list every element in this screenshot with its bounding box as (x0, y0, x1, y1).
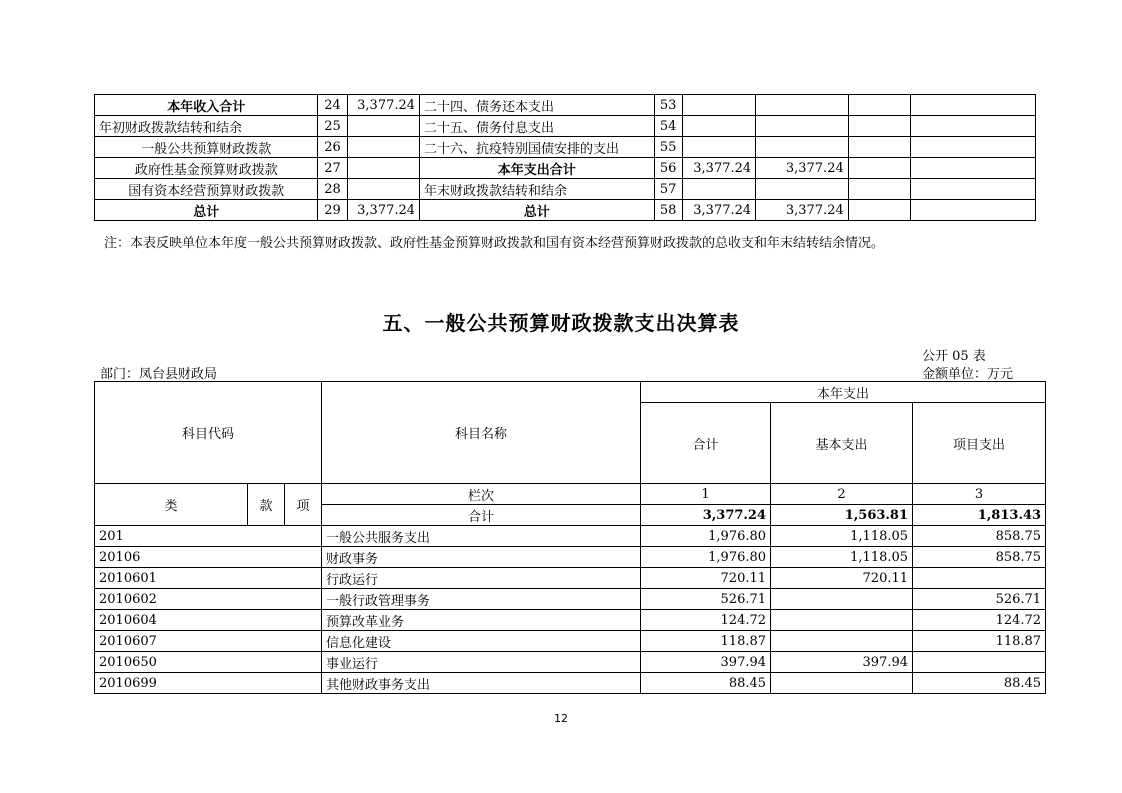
amount-basic (771, 673, 913, 694)
right-line-no: 57 (654, 179, 682, 200)
left-amount: 3,377.24 (347, 200, 419, 221)
amount-project (913, 568, 1046, 589)
header-subject-name: 科目名称 (322, 382, 641, 484)
right-total: 3,377.24 (682, 200, 755, 221)
left-line-no: 26 (318, 137, 347, 158)
left-amount (347, 158, 419, 179)
header-subject-code: 科目代码 (95, 382, 322, 484)
header-lei: 类 (95, 484, 248, 526)
table-note: 注：本表反映单位本年度一般公共预算财政拨款、政府性基金预算财政拨款和国有资本经营预算财政拨款的总收支和年末结转结余情况。 (104, 236, 885, 251)
right-col3 (848, 200, 910, 221)
left-line-no: 24 (318, 95, 347, 116)
left-line-no: 27 (318, 158, 347, 179)
total-basic: 1,563.81 (771, 505, 913, 526)
subject-code: 201 (95, 526, 322, 547)
expense-table-header (95, 382, 1046, 526)
right-label: 二十四、债务还本支出 (420, 95, 654, 116)
subject-name: 一般公共服务支出 (322, 526, 641, 547)
subject-code: 2010699 (95, 673, 322, 694)
summary-table-body (95, 95, 1036, 221)
right-col4 (911, 158, 1036, 179)
left-line-no: 29 (318, 200, 347, 221)
left-label: 本年收入合计 (95, 95, 318, 116)
right-label: 本年支出合计 (420, 158, 654, 179)
amount-total: 526.71 (641, 589, 771, 610)
right-total (682, 116, 755, 137)
right-label: 年末财政拨款结转和结余 (420, 179, 654, 200)
amount-total: 397.94 (641, 652, 771, 673)
page-title: 五、一般公共预算财政拨款支出决算表 (382, 311, 740, 335)
amount-basic: 720.11 (771, 568, 913, 589)
right-col3 (848, 95, 910, 116)
subject-name: 行政运行 (322, 568, 641, 589)
right-col4 (911, 137, 1036, 158)
subject-name: 财政事务 (322, 547, 641, 568)
right-basic: 3,377.24 (756, 158, 849, 179)
table-row (95, 673, 1046, 694)
amount-basic: 397.94 (771, 652, 913, 673)
right-label: 二十六、抗疫特别国债安排的支出 (420, 137, 654, 158)
header-total: 合计 (641, 403, 771, 484)
right-line-no: 56 (654, 158, 682, 179)
right-col3 (848, 158, 910, 179)
subject-code: 2010650 (95, 652, 322, 673)
right-basic: 3,377.24 (756, 200, 849, 221)
subject-name: 其他财政事务支出 (322, 673, 641, 694)
header-project: 项目支出 (913, 403, 1046, 484)
subject-code: 20106 (95, 547, 322, 568)
right-col4 (911, 116, 1036, 137)
subject-code: 2010601 (95, 568, 322, 589)
right-label: 二十五、债务付息支出 (420, 116, 654, 137)
expense-table-body (95, 526, 1046, 694)
amount-basic (771, 631, 913, 652)
table-row (95, 631, 1046, 652)
right-basic (756, 179, 849, 200)
amount-project: 124.72 (913, 610, 1046, 631)
right-col3 (848, 116, 910, 137)
subject-name: 一般行政管理事务 (322, 589, 641, 610)
amount-basic (771, 610, 913, 631)
header-row (95, 484, 1046, 505)
header-row (95, 382, 1046, 403)
total-amount: 3,377.24 (641, 505, 771, 526)
left-amount (347, 137, 419, 158)
header-xiang: 项 (285, 484, 322, 526)
amount-project: 118.87 (913, 631, 1046, 652)
subject-name: 事业运行 (322, 652, 641, 673)
right-line-no: 53 (654, 95, 682, 116)
table-row (95, 610, 1046, 631)
amount-basic: 1,118.05 (771, 547, 913, 568)
amount-total: 720.11 (641, 568, 771, 589)
amount-project: 88.45 (913, 673, 1046, 694)
right-total (682, 137, 755, 158)
right-line-no: 58 (654, 200, 682, 221)
right-label: 总计 (420, 200, 654, 221)
page-number: 12 (554, 712, 568, 725)
table-row (95, 179, 1036, 200)
table-row (95, 158, 1036, 179)
header-kuan: 款 (248, 484, 285, 526)
right-col4 (911, 95, 1036, 116)
table-row (95, 589, 1046, 610)
table-row (95, 526, 1046, 547)
subject-code: 2010604 (95, 610, 322, 631)
column-number-2: 2 (771, 484, 913, 505)
header-current-year: 本年支出 (641, 382, 1046, 403)
total-project: 1,813.43 (913, 505, 1046, 526)
left-label: 国有资本经营预算财政拨款 (95, 179, 318, 200)
left-amount (347, 116, 419, 137)
left-label: 总计 (95, 200, 318, 221)
left-label: 一般公共预算财政拨款 (95, 137, 318, 158)
right-basic (756, 137, 849, 158)
right-col4 (911, 179, 1036, 200)
amount-project: 526.71 (913, 589, 1046, 610)
header-basic: 基本支出 (771, 403, 913, 484)
table-row (95, 200, 1036, 221)
amount-basic: 1,118.05 (771, 526, 913, 547)
amount-basic (771, 589, 913, 610)
header-column-number: 栏次 (322, 484, 641, 505)
amount-project (913, 652, 1046, 673)
right-line-no: 54 (654, 116, 682, 137)
amount-total: 1,976.80 (641, 526, 771, 547)
left-line-no: 25 (318, 116, 347, 137)
table-row (95, 568, 1046, 589)
left-amount: 3,377.24 (347, 95, 419, 116)
right-line-no: 55 (654, 137, 682, 158)
table-row (95, 95, 1036, 116)
department-label: 部门：凤台县财政局 (100, 367, 218, 382)
right-col3 (848, 137, 910, 158)
table-row (95, 652, 1046, 673)
revenue-expense-summary-table (94, 94, 1036, 221)
left-label: 年初财政拨款结转和结余 (95, 116, 318, 137)
right-col4 (911, 200, 1036, 221)
total-label: 合计 (322, 505, 641, 526)
amount-project: 858.75 (913, 547, 1046, 568)
subject-code: 2010607 (95, 631, 322, 652)
left-amount (347, 179, 419, 200)
table-row (95, 547, 1046, 568)
amount-total: 88.45 (641, 673, 771, 694)
amount-total: 1,976.80 (641, 547, 771, 568)
table-row (95, 137, 1036, 158)
form-number: 公开 05 表 (922, 349, 986, 364)
amount-total: 124.72 (641, 610, 771, 631)
subject-name: 信息化建设 (322, 631, 641, 652)
general-budget-expense-table (94, 381, 1046, 694)
amount-total: 118.87 (641, 631, 771, 652)
right-basic (756, 95, 849, 116)
right-col3 (848, 179, 910, 200)
amount-project: 858.75 (913, 526, 1046, 547)
right-total (682, 179, 755, 200)
right-basic (756, 116, 849, 137)
right-total: 3,377.24 (682, 158, 755, 179)
column-number-1: 1 (641, 484, 771, 505)
subject-name: 预算改革业务 (322, 610, 641, 631)
column-number-3: 3 (913, 484, 1046, 505)
right-total (682, 95, 755, 116)
table-row (95, 116, 1036, 137)
subject-code: 2010602 (95, 589, 322, 610)
left-line-no: 28 (318, 179, 347, 200)
amount-unit-label: 金额单位：万元 (922, 367, 1014, 382)
left-label: 政府性基金预算财政拨款 (95, 158, 318, 179)
